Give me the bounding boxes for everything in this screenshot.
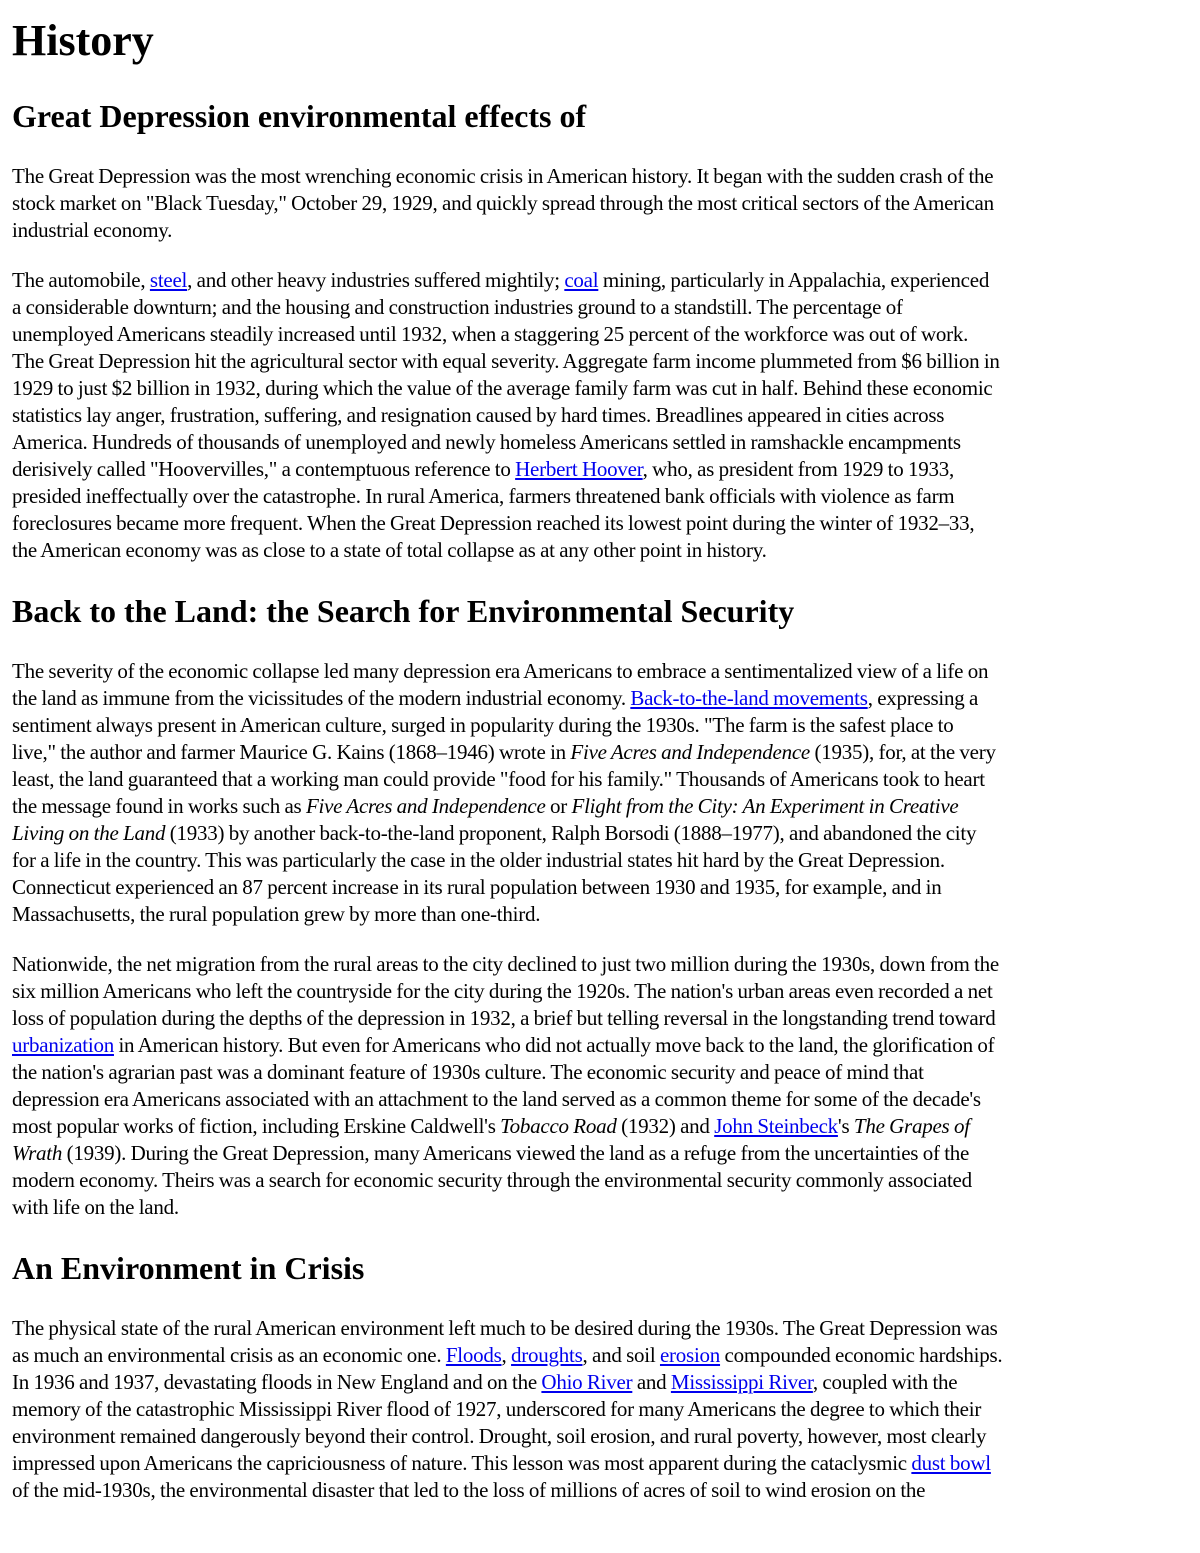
text-line: memory of the catastrophic Mississippi River flood of 1927, underscored for many Americans the degree to which their bbox=[12, 1397, 982, 1421]
link-john-steinbeck[interactable]: John Steinbeck bbox=[714, 1114, 838, 1138]
text-line: environment remained dangerously beyond their control. Drought, soil erosion, and rural poverty, however, most clearly bbox=[12, 1424, 987, 1448]
link-herbert-hoover[interactable]: Herbert Hoover bbox=[515, 457, 643, 481]
text-line: compounded economic hardships. bbox=[720, 1343, 1003, 1367]
text-line: with life on the land. bbox=[12, 1195, 179, 1219]
text-line: The Great Depression hit the agricultural sector with equal severity. Aggregate farm income plummeted from $6 billion in bbox=[12, 349, 1000, 373]
link-floods[interactable]: Floods bbox=[445, 1343, 502, 1367]
link-steel[interactable]: steel bbox=[149, 268, 188, 292]
link-mississippi-river[interactable]: Mississippi River bbox=[670, 1370, 813, 1394]
text-line: , and other heavy industries suffered mightily; bbox=[187, 268, 565, 292]
book-title: The Grapes of bbox=[853, 1114, 970, 1138]
book-title: Tobacco Road bbox=[500, 1114, 617, 1138]
text-line: the American economy was as close to a state of total collapse as at any other point in history. bbox=[12, 538, 767, 562]
text-line: and bbox=[632, 1370, 671, 1394]
link-erosion[interactable]: erosion bbox=[659, 1343, 721, 1367]
section-heading-back-to-the-land: Back to the Land: the Search for Environmental Security bbox=[12, 593, 795, 629]
text-line: , and soil bbox=[582, 1343, 660, 1367]
book-title: Five Acres and Independence bbox=[570, 740, 810, 764]
text-line: (1939). During the Great Depression, many Americans viewed the land as a refuge from the uncertainties of the bbox=[62, 1141, 970, 1165]
text-line: impressed upon Americans the capriciousness of nature. This lesson was most apparent during the cataclysmic bbox=[12, 1451, 912, 1475]
text-line: The automobile, bbox=[12, 268, 150, 292]
text-line: the land as immune from the vicissitudes of the modern industrial economy. bbox=[12, 686, 631, 710]
text-line: modern economy. Theirs was a search for economic security through the environmental security commonly associated bbox=[12, 1168, 972, 1192]
text-line: The physical state of the rural American environment left much to be desired during the 1930s. The Great Depression was bbox=[12, 1316, 998, 1340]
text-line: the message found in works such as bbox=[12, 794, 306, 818]
link-dust-bowl[interactable]: dust bowl bbox=[911, 1451, 991, 1475]
link-droughts[interactable]: droughts bbox=[511, 1343, 583, 1367]
book-title: Wrath bbox=[12, 1141, 63, 1165]
text-line: The severity of the economic collapse led many depression era Americans to embrace a sentimentalized view of a life on bbox=[12, 659, 989, 683]
text-line: in American history. But even for Americans who did not actually move back to the land, the glorification of bbox=[113, 1033, 995, 1057]
book-title: Five Acres and Independence bbox=[305, 794, 546, 818]
link-urbanization[interactable]: urbanization bbox=[12, 1033, 114, 1057]
text-line: or bbox=[545, 794, 572, 818]
text-line: Massachusetts, the rural population grew by more than one-third. bbox=[12, 902, 541, 926]
text-line: the nation's agrarian past was a dominant feature of 1930s culture. The economic security and peace of mind that bbox=[12, 1060, 924, 1084]
link-ohio-river[interactable]: Ohio River bbox=[541, 1370, 633, 1394]
text-line: unemployed Americans steadily increased until 1932, when a staggering 25 percent of the workforce was out of work. bbox=[12, 322, 969, 346]
text-line: stock market on "Black Tuesday," October 29, 1929, and quickly spread through the most critical sectors of the American bbox=[12, 191, 994, 215]
page-title: History bbox=[12, 16, 154, 65]
text-line: 's bbox=[837, 1114, 854, 1138]
text-line: 1929 to just $2 billion in 1932, during which the value of the average family farm was cut in half. Behind these economic bbox=[12, 376, 993, 400]
text-line: statistics lay anger, frustration, suffering, and resignation caused by hard times. Breadlines appeared in cities across bbox=[12, 403, 945, 427]
book-title: Living on the Land bbox=[12, 821, 166, 845]
paragraph-industries bbox=[12, 267, 1188, 564]
text-line: , who, as president from 1929 to 1933, bbox=[642, 457, 954, 481]
text-line: (1932) and bbox=[616, 1114, 715, 1138]
paragraph-environment-crisis bbox=[12, 1315, 1188, 1504]
text-line: Connecticut experienced an 87 percent increase in its rural population between 1930 and 1935, for example, and in bbox=[12, 875, 942, 899]
text-line: most popular works of fiction, including Erskine Caldwell's bbox=[12, 1114, 501, 1138]
text-line: In 1936 and 1937, devastating floods in New England and on the bbox=[12, 1370, 542, 1394]
text-line: (1933) by another back-to-the-land proponent, Ralph Borsodi (1888–1977), and abandoned the city bbox=[165, 821, 977, 845]
book-title: Flight from the City: An Experiment in Creative bbox=[571, 794, 959, 818]
text-line: America. Hundreds of thousands of unemployed and newly homeless Americans settled in ramshackle encampments bbox=[12, 430, 961, 454]
paragraph-back-to-land bbox=[12, 658, 1188, 928]
text-line: derisively called "Hoovervilles," a contemptuous reference to bbox=[12, 457, 516, 481]
text-line: (1935), for, at the very bbox=[809, 740, 996, 764]
link-back-to-the-land-movements[interactable]: Back-to-the-land movements bbox=[630, 686, 868, 710]
text-line: industrial economy. bbox=[12, 218, 173, 242]
paragraph-migration bbox=[12, 951, 1188, 1221]
text-line: , bbox=[501, 1343, 512, 1367]
text-line: foreclosures became more frequent. When the Great Depression reached its lowest point during the winter of 1932–33, bbox=[12, 511, 975, 535]
text-line: mining, particularly in Appalachia, experienced bbox=[598, 268, 990, 292]
paragraph-intro bbox=[12, 163, 1188, 244]
text-line: live," the author and farmer Maurice G. Kains (1868–1946) wrote in bbox=[12, 740, 571, 764]
section-heading-great-depression: Great Depression environmental effects of bbox=[12, 98, 587, 134]
text-line: presided ineffectually over the catastrophe. In rural America, farmers threatened bank officials with violence as farm bbox=[12, 484, 955, 508]
text-line: The Great Depression was the most wrenching economic crisis in American history. It began with the sudden crash of the bbox=[12, 164, 994, 188]
text-line: depression era Americans associated with an attachment to the land served as a common theme for some of the decade's bbox=[12, 1087, 981, 1111]
text-line: Nationwide, the net migration from the rural areas to the city declined to just two million during the 1930s, down from the bbox=[12, 952, 999, 976]
text-line: loss of population during the depths of the depression in 1932, a brief but telling reversal in the longstanding trend toward bbox=[12, 1006, 996, 1030]
text-line: for a life in the country. This was particularly the case in the older industrial states hit hard by the Great Depression. bbox=[12, 848, 945, 872]
text-line: , expressing a bbox=[867, 686, 979, 710]
text-line: six million Americans who left the countryside for the city during the 1920s. The nation's urban areas even recorded a net bbox=[12, 979, 993, 1003]
text-line: a considerable downturn; and the housing and construction industries ground to a standstill. The percentage of bbox=[12, 295, 903, 319]
text-line: , coupled with the bbox=[812, 1370, 958, 1394]
text-line: as much an environmental crisis as an economic one. bbox=[12, 1343, 446, 1367]
text-line: of the mid-1930s, the environmental disaster that led to the loss of millions of acres of soil to wind erosion on the bbox=[12, 1478, 926, 1502]
section-heading-environment-in-crisis: An Environment in Crisis bbox=[12, 1250, 365, 1286]
text-line: sentiment always present in American culture, surged in popularity during the 1930s. "The farm is the safest place to bbox=[12, 713, 954, 737]
link-coal[interactable]: coal bbox=[564, 268, 599, 292]
text-line: least, the land guaranteed that a working man could provide "food for his family." Thousands of Americans took to heart bbox=[12, 767, 985, 791]
